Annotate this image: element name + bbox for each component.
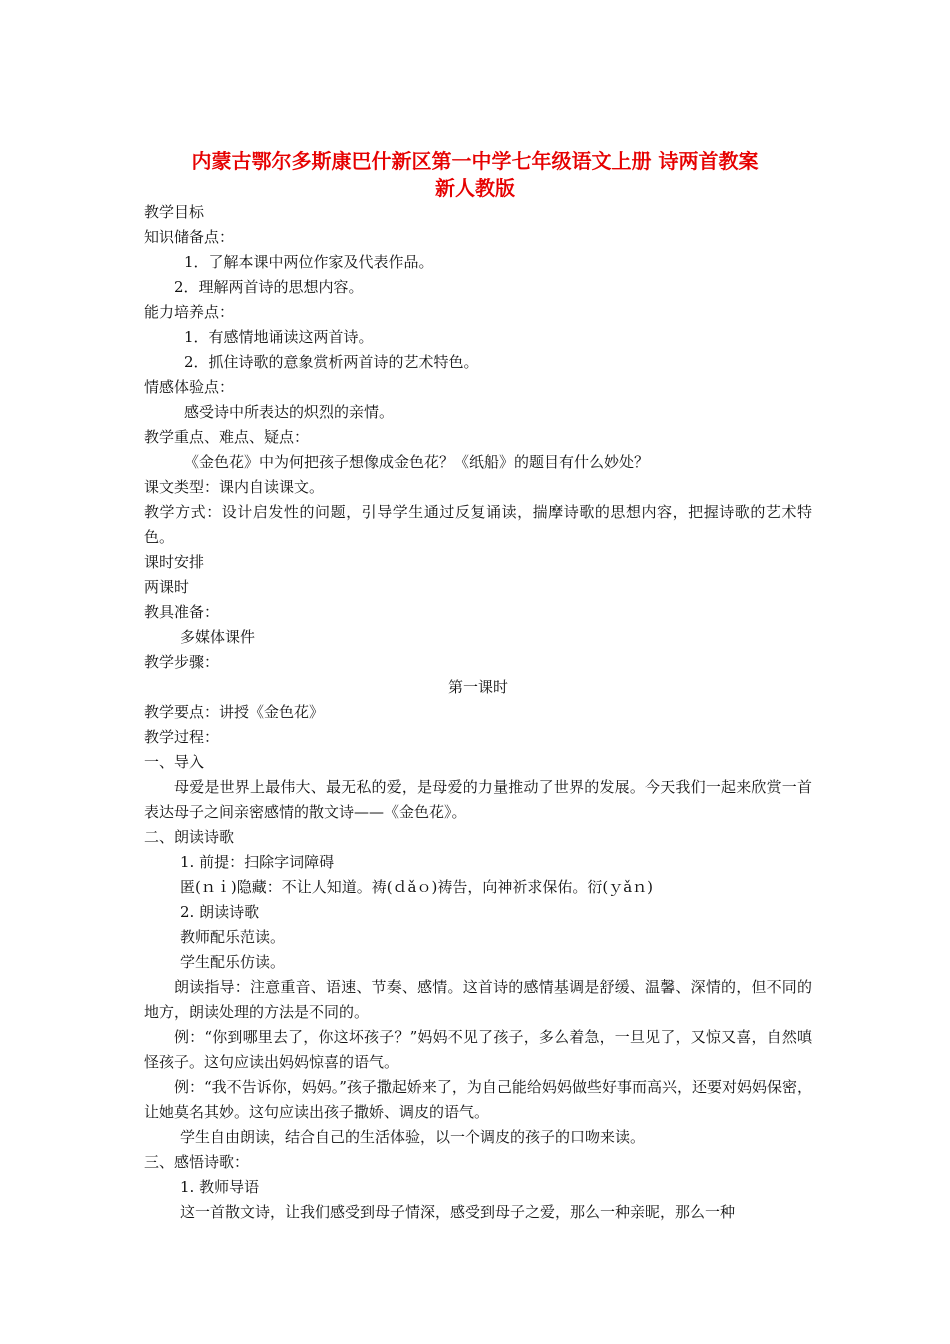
document-title: [120, 148, 830, 202]
list-item: 2. 朗读诗歌: [180, 903, 260, 921]
section-heading: 教学目标: [144, 203, 205, 221]
document-body: [144, 200, 812, 1225]
subheading: 情感体验点：: [144, 378, 235, 396]
paragraph-line: 学生自由朗读，结合自己的生活体验，以一个调皮的孩子的口吻来读。: [180, 1128, 646, 1146]
subheading: 课时安排: [144, 553, 205, 571]
paragraph: 朗读指导：注意重音、语速、节奏、感情。这首诗的感情基调是舒缓、温馨、深情的，但不同的地方，朗读处理的方法是不同的。: [144, 978, 812, 1021]
title-line-2: 新人教版: [435, 176, 515, 200]
list-item: 2．抓住诗歌的意象赏析两首诗的艺术特色。: [184, 353, 479, 371]
list-item: 1. 教师导语: [180, 1178, 260, 1196]
lesson-heading: 第一课时: [447, 678, 508, 696]
section-heading: 一、导入: [144, 753, 205, 771]
paragraph-line: 匿(ｎｉ)隐藏：不让人知道。祷(ｄǎｏ)祷告，向神祈求保佑。衍(ｙǎｎ): [180, 878, 654, 896]
list-item: 1. 前提：扫除字词障碍: [180, 853, 335, 871]
subheading: 教学步骤：: [144, 653, 220, 671]
paragraph-line: 两课时: [144, 578, 190, 596]
paragraph-line: 感受诗中所表达的炽烈的亲情。: [184, 403, 395, 421]
paragraph-line: 教学要点：讲授《金色花》: [144, 703, 325, 721]
paragraph: 例：“我不告诉你，妈妈。”孩子撒起娇来了，为自己能给妈妈做些好事而高兴，还要对妈妈保密，让她莫名其妙。这句应读出孩子撒娇、调皮的语气。: [144, 1078, 812, 1121]
subheading: 教具准备：: [144, 603, 220, 621]
paragraph-line: 学生配乐仿读。: [180, 953, 286, 971]
list-item: 1．了解本课中两位作家及代表作品。: [184, 253, 434, 271]
subheading: 教学过程：: [144, 728, 220, 746]
paragraph-line: 多媒体课件: [180, 628, 256, 646]
paragraph-line: 《金色花》中为何把孩子想像成金色花？《纸船》的题目有什么妙处？: [184, 453, 650, 471]
list-item: 1．有感情地诵读这两首诗。: [184, 328, 374, 346]
subheading: 教学重点、难点、疑点：: [144, 428, 310, 446]
list-item: 2．理解两首诗的思想内容。: [174, 278, 364, 296]
subheading: 能力培养点：: [144, 303, 235, 321]
subheading: 知识储备点：: [144, 228, 235, 246]
paragraph-line: 这一首散文诗，让我们感受到母子情深，感受到母子之爱，那么一种亲昵，那么一种: [180, 1203, 736, 1221]
paragraph: 例：“你到哪里去了，你这坏孩子？”妈妈不见了孩子，多么着急，一旦见了，又惊又喜，自然嗔怪孩子。这句应读出妈妈惊喜的语气。: [144, 1028, 812, 1071]
section-heading: 二、朗读诗歌: [144, 828, 235, 846]
paragraph: 母爱是世界上最伟大、最无私的爱，是母爱的力量推动了世界的发展。今天我们一起来欣赏一首表达母子之间亲密感情的散文诗——《金色花》。: [144, 778, 812, 821]
paragraph-line: 课文类型：课内自读课文。: [144, 478, 325, 496]
paragraph-line: 教师配乐范读。: [180, 928, 286, 946]
section-heading: 三、感悟诗歌：: [144, 1153, 250, 1171]
title-line-1: 内蒙古鄂尔多斯康巴什新区第一中学七年级语文上册 诗两首教案: [191, 149, 759, 173]
paragraph: 教学方式：设计启发性的问题，引导学生通过反复诵读，揣摩诗歌的思想内容，把握诗歌的艺术特色。: [144, 503, 812, 546]
